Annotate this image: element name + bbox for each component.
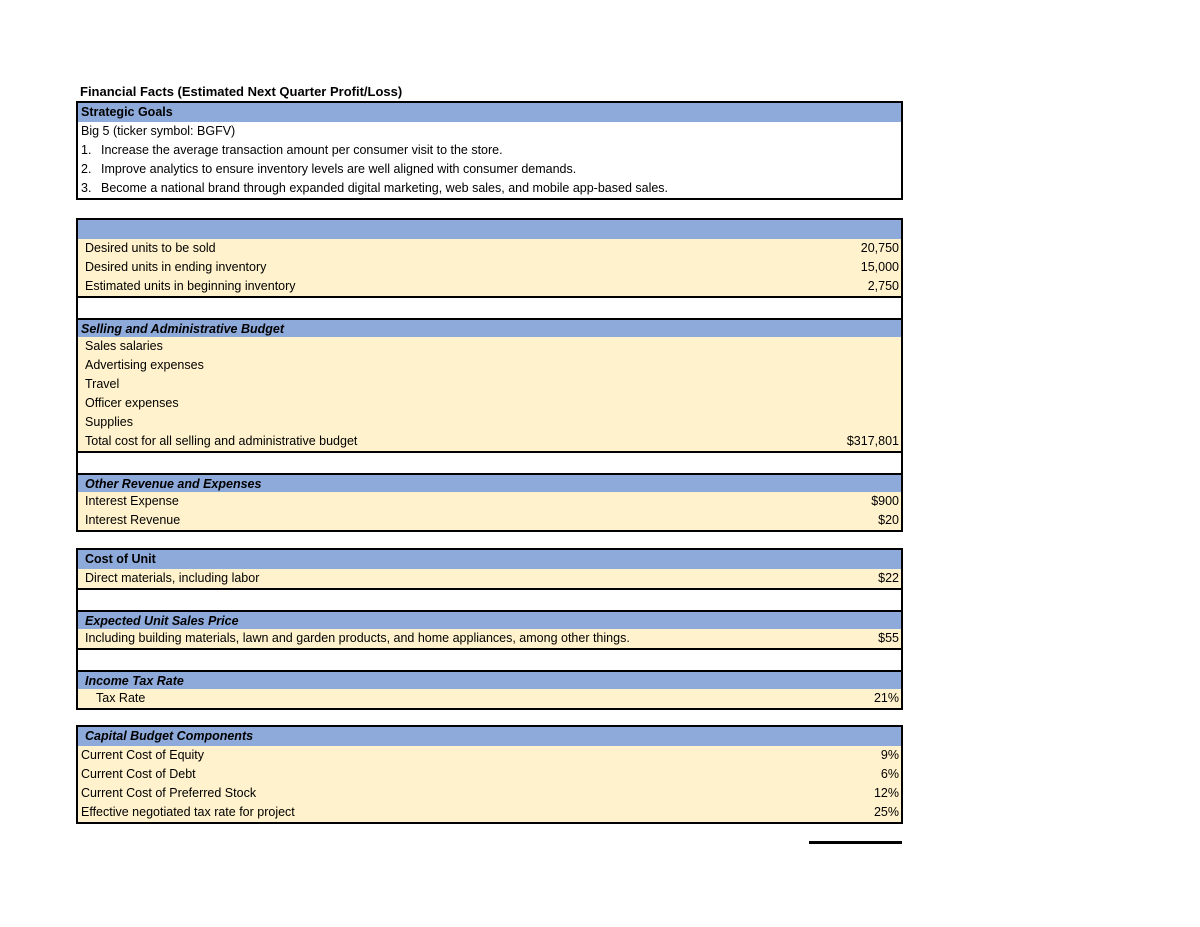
row-label: Current Cost of Equity bbox=[81, 748, 204, 762]
section-spacer bbox=[78, 451, 901, 473]
row-value: 9% bbox=[880, 748, 899, 762]
selling-admin-row bbox=[78, 375, 901, 394]
unit-sales-price-header-label: Expected Unit Sales Price bbox=[85, 614, 239, 628]
row-label: Desired units to be sold bbox=[85, 241, 216, 255]
row-value: 25% bbox=[873, 805, 899, 819]
goal-number: 3. bbox=[81, 181, 92, 195]
total-underline bbox=[809, 841, 902, 844]
row-label: Including building materials, lawn and garden products, and home appliances, among other things. bbox=[85, 631, 630, 645]
unit-cost-table bbox=[76, 548, 903, 710]
unit-sales-price-row bbox=[78, 629, 901, 648]
unit-sales-price-header bbox=[78, 610, 901, 629]
selling-admin-row bbox=[78, 356, 901, 375]
section-spacer bbox=[78, 296, 901, 318]
budget-table bbox=[76, 218, 903, 532]
row-value: $22 bbox=[878, 571, 899, 585]
row-value: 6% bbox=[880, 767, 899, 781]
row-label: Estimated units in beginning inventory bbox=[85, 279, 296, 293]
goal-text: Become a national brand through expanded digital marketing, web sales, and mobile app-based sales. bbox=[101, 181, 669, 195]
row-label: Current Cost of Debt bbox=[81, 767, 196, 781]
row-value: 21% bbox=[873, 691, 899, 705]
units-row bbox=[78, 277, 901, 296]
income-tax-header-label: Income Tax Rate bbox=[85, 674, 184, 688]
row-label: Interest Expense bbox=[85, 494, 179, 508]
other-revenue-row bbox=[78, 492, 901, 511]
other-revenue-header-label: Other Revenue and Expenses bbox=[85, 477, 262, 491]
goal-row bbox=[78, 141, 901, 160]
goal-text: Improve analytics to ensure inventory levels are well aligned with consumer demands. bbox=[101, 162, 577, 176]
units-row bbox=[78, 239, 901, 258]
row-value: 2,750 bbox=[867, 279, 899, 293]
row-label: Supplies bbox=[85, 415, 133, 429]
row-label: Officer expenses bbox=[85, 396, 179, 410]
row-label: Interest Revenue bbox=[85, 513, 181, 527]
capital-budget-table bbox=[76, 725, 903, 824]
page-title: Financial Facts (Estimated Next Quarter Profit/Loss) bbox=[80, 84, 403, 99]
cost-of-unit-row bbox=[78, 569, 901, 588]
other-revenue-header bbox=[78, 473, 901, 492]
row-value: 15,000 bbox=[860, 260, 899, 274]
section-spacer bbox=[78, 588, 901, 610]
goal-row bbox=[78, 160, 901, 179]
section-spacer bbox=[78, 648, 901, 670]
cost-of-unit-header-label: Cost of Unit bbox=[85, 552, 156, 566]
row-label: Desired units in ending inventory bbox=[85, 260, 267, 274]
row-value: $900 bbox=[871, 494, 899, 508]
row-label: Tax Rate bbox=[96, 691, 146, 705]
selling-admin-row bbox=[78, 337, 901, 356]
cost-of-unit-header bbox=[78, 550, 901, 569]
income-tax-header bbox=[78, 670, 901, 689]
other-revenue-row bbox=[78, 511, 901, 530]
capital-budget-row bbox=[78, 746, 901, 765]
goal-number: 1. bbox=[81, 143, 92, 157]
capital-budget-header bbox=[78, 727, 901, 746]
goal-number: 2. bbox=[81, 162, 92, 176]
capital-budget-row bbox=[78, 765, 901, 784]
capital-budget-header-label: Capital Budget Components bbox=[85, 729, 254, 743]
row-label: Total cost for all selling and administrative budget bbox=[85, 434, 358, 448]
strategic-goals-table bbox=[76, 101, 903, 200]
capital-budget-row bbox=[78, 784, 901, 803]
capital-budget-row bbox=[78, 803, 901, 822]
row-value: $20 bbox=[878, 513, 899, 527]
row-label: Effective negotiated tax rate for project bbox=[81, 805, 295, 819]
row-label: Advertising expenses bbox=[85, 358, 204, 372]
row-value: 20,750 bbox=[860, 241, 899, 255]
row-value: 12% bbox=[873, 786, 899, 800]
strategic-goals-header-label: Strategic Goals bbox=[81, 105, 173, 119]
row-label: Direct materials, including labor bbox=[85, 571, 260, 585]
selling-admin-row bbox=[78, 413, 901, 432]
company-row bbox=[78, 122, 901, 141]
units-row bbox=[78, 258, 901, 277]
selling-admin-header bbox=[78, 318, 901, 337]
income-tax-row bbox=[78, 689, 901, 708]
goal-row bbox=[78, 179, 901, 198]
row-label: Current Cost of Preferred Stock bbox=[81, 786, 257, 800]
strategic-goals-header bbox=[78, 103, 901, 122]
row-label: Travel bbox=[85, 377, 120, 391]
row-value: $55 bbox=[878, 631, 899, 645]
selling-admin-total-row bbox=[78, 432, 901, 451]
row-value: $317,801 bbox=[846, 434, 899, 448]
row-label: Sales salaries bbox=[85, 339, 163, 353]
company-label: Big 5 (ticker symbol: BGFV) bbox=[81, 124, 236, 138]
units-header bbox=[78, 220, 901, 239]
selling-admin-row bbox=[78, 394, 901, 413]
selling-admin-header-label: Selling and Administrative Budget bbox=[81, 322, 285, 336]
goal-text: Increase the average transaction amount per consumer visit to the store. bbox=[101, 143, 503, 157]
